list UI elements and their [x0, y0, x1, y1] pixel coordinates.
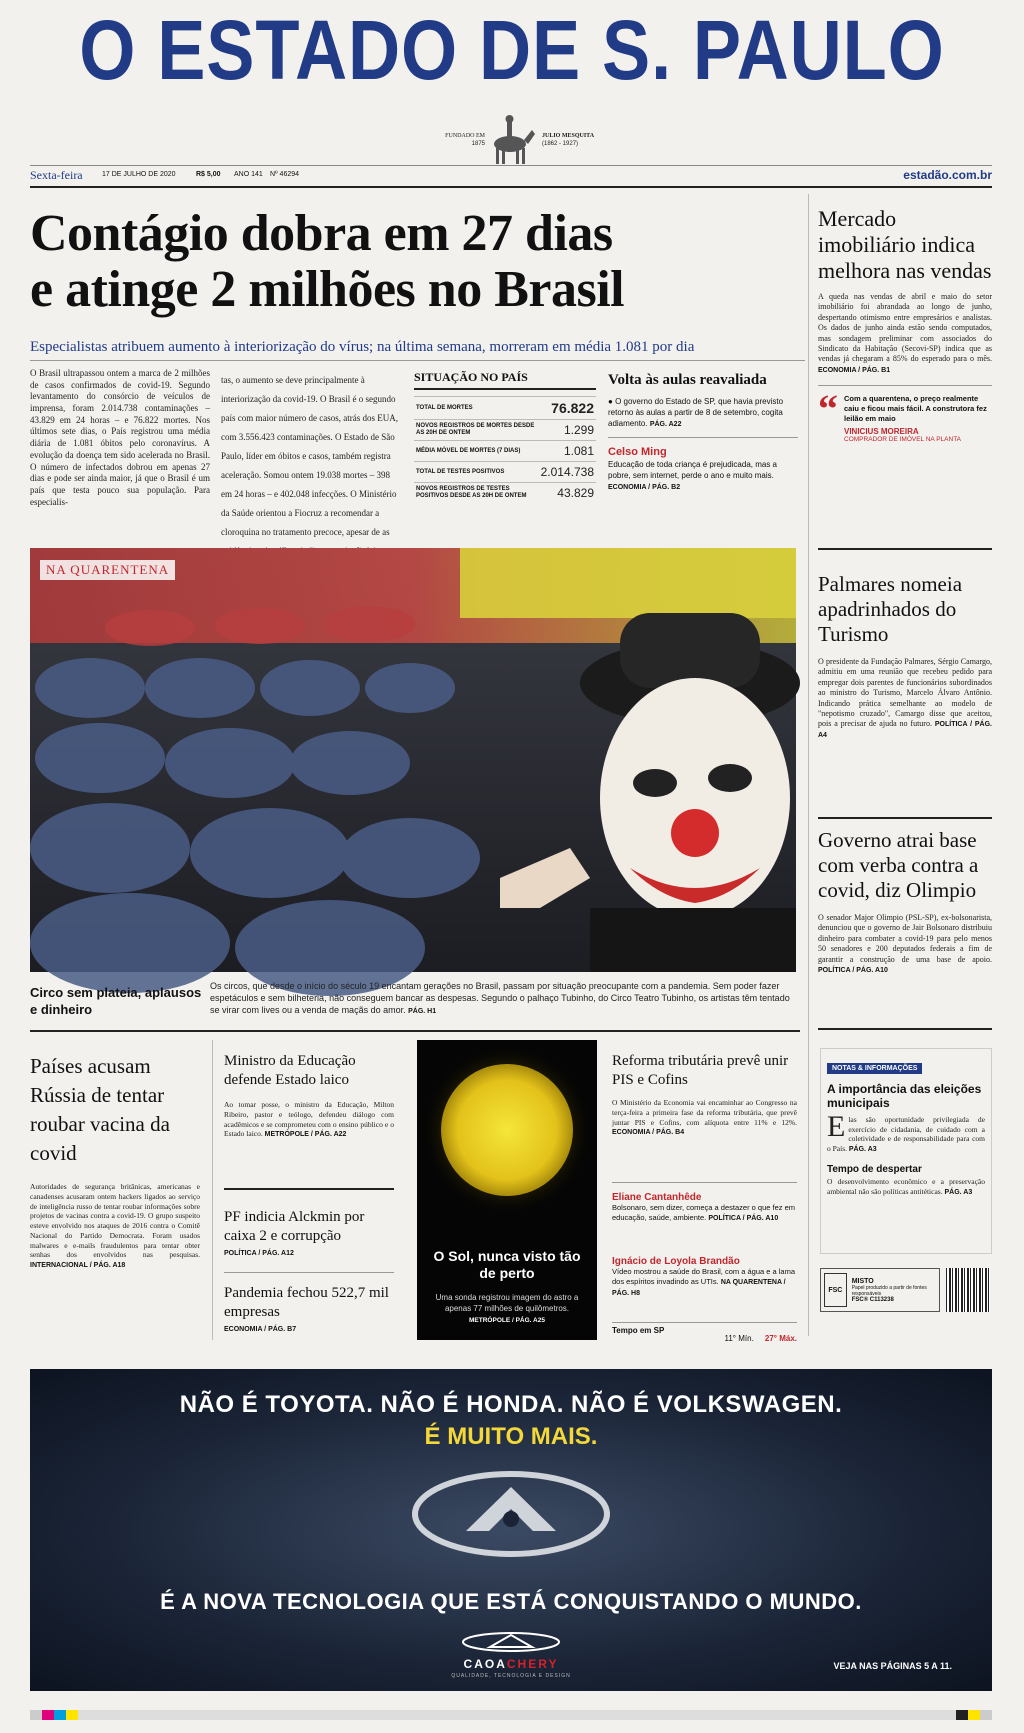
- weather-bar: [612, 1322, 797, 1345]
- situation-box: [414, 370, 596, 503]
- clown-photo[interactable]: [30, 548, 796, 972]
- mercado-story: [818, 206, 992, 443]
- dateline-top-rule: [30, 165, 992, 166]
- governo-story: [818, 828, 992, 975]
- bullet-icon: ●: [608, 397, 616, 406]
- column-divider: [212, 1040, 213, 1340]
- lead-subhead: Especialistas atribuem aumento à interiorização do vírus; na última semana, morreram em média 1.081 por dia: [30, 339, 695, 355]
- fsc-badge: [820, 1268, 940, 1312]
- pandemia-headline[interactable]: Pandemia fechou 522,7 mil empresas: [224, 1285, 389, 1320]
- stat-label: MÉDIA MÓVEL DE MORTES (7 DIAS): [414, 441, 539, 462]
- table-row: [414, 397, 596, 420]
- ministro-tag[interactable]: METRÓPOLE / PÁG. A22: [264, 1131, 347, 1139]
- ad-line2: É MUITO MAIS.: [424, 1423, 598, 1450]
- ming-text: Educação de toda criança é prejudicada, mas a pobre, sem internet, perde o ano e muito mais.: [608, 460, 777, 481]
- ignacio-text: Vídeo mostrou a saúde do Brasil, com a água e a lama dos espíritos invadindo as UTIs.: [612, 1267, 796, 1287]
- chery-logo-icon: [411, 1469, 611, 1559]
- mercado-text: A queda nas vendas de abril e maio do setor imobiliário foi abrandada ao longo de junho, despertando otimismo entre empresários e analistas. Os dados de junho ainda estão sendo computados, mas sondagem preliminar com associados do Sindicato da Habitação (Secovi-SP) indica que as vendas já chegaram a 85% do esperado para o mês.: [818, 292, 992, 364]
- quote-text: Com a quarentena, o preço realmente caiu e ficou mais fácil. A construtora fez leilão em maio: [844, 394, 987, 423]
- reforma-story: [612, 1052, 797, 1137]
- alckmin-headline[interactable]: PF indicia Alckmin por caixa 2 e corrupção: [224, 1209, 365, 1244]
- palmares-tag[interactable]: POLÍTICA / PÁG. A4: [818, 721, 992, 739]
- palmares-story: [818, 572, 992, 740]
- russia-text: Autoridades de segurança britânicas, americanas e canadenses acusaram ontem hackers ligados ao serviço de inteligência russo de tentar roubar informações sobre projetos de vacinas contra a covid-19. O grupo suspeito esteve envolvido nos ataques de 2016 contra o Comitê Nacional do Partido Democrata. Foram usados malwares e e-mails fraudulentos para tentar obter senhas dos envolvidos nas pesquisas.: [30, 1182, 200, 1260]
- divider: [818, 385, 992, 386]
- section-rule: [30, 1030, 800, 1032]
- dateline-date: 17 DE JULHO DE 2020: [102, 171, 176, 178]
- chery-small-logo-icon: [460, 1631, 562, 1653]
- site-link[interactable]: estadão.com.br: [903, 168, 992, 182]
- ad-tagline: QUALIDADE, TECNOLOGIA E DESIGN: [451, 1673, 571, 1679]
- reforma-headline[interactable]: Reforma tributária prevê unir PIS e Cofins: [612, 1053, 789, 1088]
- table-row: [414, 441, 596, 462]
- lead-text-col1: O Brasil ultrapassou ontem a marca de 2 milhões de casos confirmados de covid-19. Segundo levantamento do consórcio de veículos de imprensa, foram 2.014.738 contaminações – 43.829 em 24 horas – e 76.822 mortes. Nos últimos sete dias, o País registrou uma média diária de 1.081 óbitos pelo coronavírus. A evolução da doença tem sido acelerada no Brasil. O número de infectados dobrou em apenas 27 dias e pode ser ainda maior, já que o Brasil é um país que testa pouco sua população. Para especialis-: [30, 368, 210, 507]
- sun-icon: [441, 1064, 573, 1196]
- russia-headline[interactable]: Países acusam Rússia de tentar roubar vacina da covid: [30, 1054, 170, 1165]
- photo-caption: [210, 980, 800, 1018]
- mercado-headline[interactable]: Mercado imobiliário indica melhora nas vendas: [818, 206, 992, 283]
- lead-headline-line2: e atinge 2 milhões no Brasil: [30, 261, 625, 318]
- russia-tag[interactable]: INTERNACIONAL / PÁG. A18: [30, 1262, 126, 1269]
- horse-rider-emblem: [480, 108, 540, 168]
- founder-years: (1862 - 1927): [542, 140, 579, 147]
- fsc-code: FSC® C113238: [851, 1296, 894, 1303]
- stat-label: NOVOS REGISTROS DE MORTES DESDE AS 20H DE ONTEM: [414, 420, 539, 441]
- stat-label: NOVOS REGISTROS DE TESTES POSITIVOS DESDE AS 20H DE ONTEM: [414, 483, 539, 504]
- palmares-text: O presidente da Fundação Palmares, Sérgio Camargo, admitiu em uma reunião que recebeu pedido para empregar dois parentes de funcionários subordinados ao ministro do Turismo, Marcelo Álvaro Antônio. Indicando prática semelhante ao modelo de "nepotismo cruzado", Camargo disse que aceitou, pois a precisar de ajuda no futuro.: [818, 657, 992, 729]
- divider: [608, 437, 798, 438]
- quote-role: COMPRADOR DE IMÓVEL NA PLANTA: [844, 436, 962, 444]
- masthead-title: O ESTADO DE S. PAULO: [79, 3, 945, 97]
- section-rule: [818, 548, 992, 550]
- ad-brand-chery: CHERY: [506, 1657, 559, 1671]
- sun-caption: [431, 1292, 583, 1326]
- barcode-icon: [946, 1268, 990, 1312]
- situation-table: [414, 396, 596, 503]
- ignacio-tag[interactable]: NA QUARENTENA / PÁG. H8: [612, 1279, 786, 1297]
- dateline: [30, 168, 992, 184]
- sun-tag[interactable]: METRÓPOLE / PÁG. A25: [469, 1317, 545, 1324]
- sun-headline: O Sol, nunca visto tão de perto: [433, 1248, 581, 1281]
- alckmin-tag[interactable]: POLÍTICA / PÁG. A12: [224, 1250, 294, 1257]
- stat-label: TOTAL DE TESTES POSITIVOS: [414, 462, 539, 483]
- quote-mark-icon: “: [818, 386, 838, 432]
- alckmin-story: [224, 1208, 394, 1257]
- eliane-column: [612, 1192, 797, 1224]
- table-row: [414, 420, 596, 441]
- ignacio-column: [612, 1256, 797, 1298]
- weather-label: Tempo em SP: [612, 1326, 665, 1335]
- photo-caption-tag[interactable]: PÁG. H1: [408, 1008, 437, 1015]
- ignacio-author[interactable]: Ignácio de Loyola Brandão: [612, 1256, 740, 1267]
- column-divider: [808, 194, 809, 1336]
- aulas-story: [608, 372, 798, 493]
- ad-line1: NÃO É TOYOTA. NÃO É HONDA. NÃO É VOLKSWAGEN.: [179, 1391, 843, 1418]
- stat-value: 76.822: [539, 397, 596, 420]
- reforma-tag[interactable]: ECONOMIA / PÁG. B4: [612, 1129, 685, 1137]
- ming-tag[interactable]: ECONOMIA / PÁG. B2: [608, 483, 681, 491]
- notas-label: NOTAS & INFORMAÇÕES: [827, 1063, 922, 1074]
- dateline-weekday: Sexta-feira: [30, 168, 83, 182]
- fsc-title: MISTO: [851, 1277, 874, 1285]
- governo-headline[interactable]: Governo atrai base com verba contra a covid, diz Olimpio: [818, 828, 979, 902]
- stat-label: TOTAL DE MORTES: [414, 397, 539, 420]
- ministro-text: Ao tomar posse, o ministro da Educação, Milton Ribeiro, pastor e teólogo, defendeu diálogo com acadêmicos e se comprometeu com o ensino público e o Estado laico.: [224, 1100, 394, 1139]
- eliane-author[interactable]: Eliane Cantanhêde: [612, 1192, 702, 1203]
- stat-value: 1.081: [539, 441, 596, 462]
- notas-item1-tag[interactable]: PÁG. A3: [848, 1146, 877, 1154]
- governo-tag[interactable]: POLÍTICA / PÁG. A10: [818, 966, 888, 974]
- lead-text-col2-wrap: [221, 368, 401, 537]
- stat-value: 2.014.738: [539, 462, 596, 483]
- founded-label: FUNDADO EM: [445, 133, 485, 139]
- governo-text: O senador Major Olimpio (PSL-SP), ex-bolsonarista, denunciou que o governo de Jair Bolsonaro distribuiu dinheiro para combater a covid-19 para pelo menos 50 senadores e 200 deputados federais a fim de garantir a construção de uma base de apoio.: [818, 913, 992, 964]
- ministro-story: [224, 1052, 394, 1139]
- russia-story: [30, 1052, 200, 1270]
- dateline-year: ANO 141: [234, 171, 263, 178]
- notas-item1-text: las são oportunidade privilegiada de exercício de cidadania, de cuidado com a coletividade e de responsabilidade para com o País.: [827, 1114, 985, 1154]
- aulas-text: O governo do Estado de SP, que havia previsto retorno às aulas a partir de 8 de setembro, cogita adiamento.: [608, 397, 784, 428]
- section-rule: [818, 817, 992, 819]
- quote-author: VINICIUS MOREIRA: [844, 427, 919, 437]
- founder-name: JULIO MESQUITA: [542, 133, 595, 139]
- weather-max: 27° Máx.: [764, 1334, 797, 1343]
- dateline-price: R$ 5,00: [196, 171, 221, 178]
- section-rule: [818, 1028, 992, 1030]
- ministro-headline[interactable]: Ministro da Educação defende Estado laico: [224, 1053, 356, 1088]
- fsc-tree-icon: FSC: [824, 1273, 847, 1307]
- dateline-bottom-rule: [30, 186, 992, 188]
- pandemia-tag[interactable]: ECONOMIA / PÁG. B7: [224, 1326, 297, 1333]
- section-rule: [224, 1188, 394, 1190]
- aulas-headline[interactable]: Volta às aulas reavaliada: [608, 372, 767, 388]
- ad-line3: É A NOVA TECNOLOGIA QUE ESTÁ CONQUISTANDO O MUNDO.: [160, 1589, 862, 1614]
- founded-year: 1875: [471, 140, 485, 147]
- photo-caption-text: Os circos, que desde o início do século 19 encantam gerações no Brasil, passam por situação preocupante com a pandemia. Sem poder fazer espetáculos e sem bilheteria, não conseguem bancar as despesas. Segundo o palhaço Tubinho, do Circo Teatro Tubinho, os artistas têm tentado se virar com lives ou a venda de maçãs do amor.: [210, 981, 790, 1015]
- lead-headline-line1: Contágio dobra em 27 dias: [30, 205, 613, 262]
- ming-author[interactable]: Celso Ming: [608, 446, 667, 459]
- ad-pages: VEJA NAS PÁGINAS 5 A 11.: [833, 1661, 952, 1671]
- lead-subhead-rule: [30, 360, 805, 361]
- founder-block: [542, 133, 632, 149]
- founded-block: [415, 133, 485, 149]
- photo-caption-title: Circo sem plateia, aplausos e dinheiro: [30, 985, 202, 1017]
- lead-headline: [30, 206, 800, 318]
- eliane-tag[interactable]: POLÍTICA / PÁG. A10: [708, 1215, 779, 1223]
- chery-advertisement[interactable]: [30, 1369, 992, 1691]
- divider: [224, 1272, 394, 1273]
- mercado-tag[interactable]: ECONOMIA / PÁG. B1: [818, 366, 891, 374]
- notas-box: [820, 1048, 992, 1254]
- aulas-tag[interactable]: PÁG. A22: [649, 420, 682, 428]
- notas-item1-title[interactable]: A importância das eleições municipais: [827, 1082, 982, 1111]
- stat-value: 43.829: [539, 483, 596, 504]
- weather-min: 11° Mín.: [724, 1334, 754, 1343]
- palmares-headline[interactable]: Palmares nomeia apadrinhados do Turismo: [818, 572, 963, 646]
- pandemia-story: [224, 1284, 394, 1333]
- print-color-bar: [30, 1710, 992, 1720]
- photo-label: NA QUARENTENA: [40, 560, 175, 580]
- situation-title: SITUAÇÃO NO PAÍS: [414, 370, 596, 390]
- table-row: [414, 483, 596, 504]
- mercado-quote: [818, 386, 992, 444]
- divider: [612, 1182, 797, 1183]
- notas-item2-title[interactable]: Tempo de despertar: [827, 1164, 922, 1176]
- dateline-issue: Nº 46294: [270, 171, 300, 178]
- lead-text-col2: tas, o aumento se deve principalmente à interiorização da covid-19. O Brasil é o segundo país com maior número de casos, atrás dos EUA, com 3.556.423 contaminações. O Estado de São Paulo, líder em óbitos e casos, também registra aceleração. Somou ontem 19.038 mortes – 398 em 24 horas – e 402.048 infecções. O Ministério da Saúde orientou a Fiocruz a recomendar a cloroquina no tratamento precoce, apesar de as: [221, 375, 398, 537]
- notas-item2-tag[interactable]: PÁG. A3: [944, 1188, 973, 1196]
- reforma-text: O Ministério da Economia vai encaminhar ao Congresso na terça-feira a primeira fase da reforma tributária, que prevê juntar PIS e Cofins, com alíquota entre 11% e 12%.: [612, 1098, 797, 1127]
- sun-feature[interactable]: [417, 1040, 597, 1340]
- notas-item2-text: O desenvolvimento econômico e a preservação ambiental não são políticas antitéticas.: [827, 1177, 985, 1196]
- sun-text: Uma sonda registrou imagem do astro a apenas 77 milhões de quilômetros.: [435, 1293, 579, 1313]
- ad-brand-caoa: CAOA: [463, 1657, 507, 1671]
- eliane-text: Bolsonaro, sem dizer, começa a destazer o que fez em educação, saúde, ambiente.: [612, 1203, 796, 1223]
- stat-value: 1.299: [539, 420, 596, 441]
- dropcap: E: [827, 1109, 846, 1143]
- fsc-text: Papel produzido a partir de fontes responsáveis: [851, 1284, 927, 1297]
- table-row: [414, 462, 596, 483]
